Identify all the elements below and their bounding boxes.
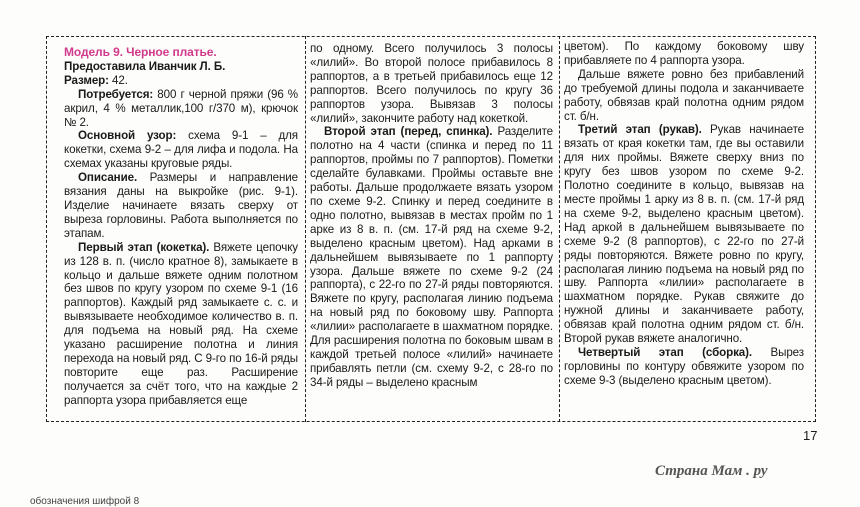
author-line: Предоставила Иванчик Л. Б.: [64, 59, 226, 73]
size-value: 42.: [108, 73, 128, 87]
col3-intro-paragraph: цветом). По каждому боковому шву прибавляете по 4 раппорта узора.: [564, 40, 804, 67]
materials-paragraph: [64, 88, 298, 130]
pattern-text: схема 9-1 – для кокетки, схема 9-2 – для лифа и подола. На схемах указаны круговые ряды.: [64, 129, 298, 171]
bottom-caption: обозначения шифрой 8: [30, 496, 140, 507]
description-label: Описание.: [78, 171, 138, 185]
stage4-label: Четвертый этап (сборка).: [578, 345, 753, 359]
page-number: 17: [803, 428, 818, 443]
column-2: [310, 42, 553, 390]
stage2-text: Разделите полотно на 4 части (спинка и перед по 11 раппортов, проймы по 7 раппортов). Пометки сделайте булавками. Проймы оставьте вне работы. Дальше продолжаете вязать узором по схеме 9-2. Спинку и перед соедините в одно полотно, вывязав в местах пройм по 1 арке из 8 в. п. (см. 17-й ряд на схеме 9-2, выделено красным цветом). Над арками в дальнейшем вывязываете по 1 раппорту узора. Дальше вяжете по схеме 9-2 (24 раппорта), с 22-го по 27-й ряды повторяются. Вяжете по кругу, располагая линию подъема на новый ряд по боковому шву. Раппорта «лилии» располагаете в шахматном порядке. Для расширения полотна по боковым швам в каждой третьей полосе «лилий» начинаете прибавлять петли (см. схему 9-2, с 28-го по 34-й ряды – выделено красным: [310, 125, 553, 389]
stage3-paragraph: [564, 123, 804, 346]
stage3-text: Рукав начинаете вязать от края кокетки там, где вы оставили для них проймы. Вяжете сверху вниз по кругу без швов узором по схеме 9-2. Полотно соедините в кольцо, вывязав на месте проймы 1 арку из 8 в. п. (см. 17-й ряд на схеме 9-2, выделено красным цветом). Над аркой в дальнейшем вывязываете по схеме 9-2 (8 раппортов), с 22-го по 27-й ряды повторяются. Вяжете ровно по кругу, располагая линию подъема на новый ряд по шву. Раппорта «лилии» располагаете в шахматном порядке. Рукав свяжите до нужной длины и заканчиваете работу, обвязав край полотна одним рядом ст. б/н. Второй рукав вяжете аналогично.: [564, 123, 804, 346]
model-title: Модель 9. Черное платье.: [64, 45, 217, 59]
description-paragraph: [64, 171, 298, 241]
column-3: [564, 40, 804, 388]
stage1-text: Вяжете цепочку из 128 в. п. (число кратное 8), замыкаете в кольцо и дальше вяжете одним полотном без швов по кругу узором по схеме 9-1 (16 раппортов). Каждый ряд замыкаете с. с. и вывязываете необходимое количество в. п. для подъема на новый ряд. На схеме указано расширение полотна и линия перехода на новый ряд. С 9-го по 16-й ряды повторите еще раз. Расширение получается за счёт того, что на каждые 2 раппорта узора прибавляется еще: [64, 240, 299, 407]
stage1-label: Первый этап (кокетка).: [78, 240, 210, 254]
stage1-paragraph: [64, 241, 298, 408]
materials-text: 800 г черной пряжи (96 % акрил, 4 % металлик,100 г/370 м), крючок № 2.: [64, 87, 298, 129]
site-watermark: Страна Мам . ру: [655, 463, 768, 479]
stage3-label: Третий этап (рукав).: [578, 123, 702, 137]
size-line: [64, 74, 298, 88]
column-divider-1: [305, 36, 306, 422]
pattern-paragraph: [64, 129, 298, 171]
stage4-text: Вырез горловины по контуру обвяжите узором по схеме 9-3 (выделено красным цветом).: [564, 345, 804, 387]
stage2-paragraph: [310, 125, 553, 389]
description-text: Размеры и направление вязания даны на выкройке (рис. 9-1). Изделие начинаете вязать сверху от выреза горловины. Работа выполняется по этапам.: [64, 171, 298, 240]
column-divider-2: [559, 36, 560, 422]
stage4-paragraph: [564, 346, 804, 388]
stage2-label: Второй этап (перед, спинка).: [324, 125, 493, 139]
size-label: Размер:: [64, 73, 109, 87]
materials-label: Потребуется:: [78, 87, 154, 101]
col2-intro-paragraph: по одному. Всего получилось 3 полосы «лилий». Во второй полосе прибавилось 8 раппортов, а в третьей прибавилось еще 12 раппортов. Всего получилось по кругу 36 раппортов узора. Вывязав 3 полосы «лилий», закончите работу над кокеткой.: [310, 42, 553, 125]
column-1: [64, 46, 298, 408]
pattern-label: Основной узор:: [78, 129, 177, 143]
col3-second-paragraph: Дальше вяжете ровно без прибавлений до требуемой длины подола и заканчиваете работу, обвязав край полотна одним рядом ст. б/н.: [564, 67, 804, 123]
